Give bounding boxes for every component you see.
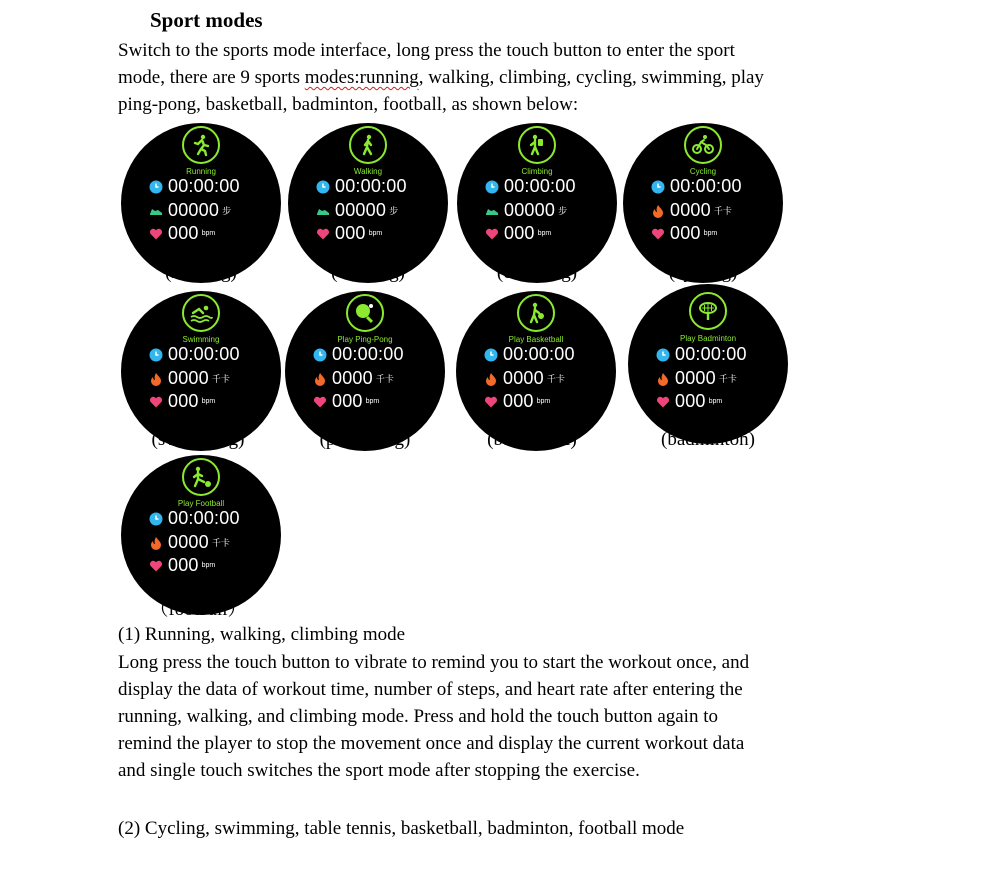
section1-line: display the data of workout time, number of steps, and heart rate after entering the [118,679,743,700]
mode-name: Running [186,167,216,176]
watch-caption: (climbing) [496,262,578,283]
section2-title: (2) Cycling, swimming, table tennis, basketball, badminton, football mode [118,818,685,839]
heart-rate-value: 000 [332,391,363,411]
time-row [316,176,407,197]
section1-title: (1) Running, walking, climbing mode [118,624,406,645]
heart-rate-unit: bpm [536,398,551,405]
mode-ring [182,126,220,164]
metric-value: 00000 [168,200,220,220]
time-value: 00:00:00 [168,344,240,364]
metric-row [313,368,394,389]
mode-ring [517,294,555,332]
basketball-icon [524,301,548,325]
heart-rate-unit: bpm [537,230,552,237]
heart-icon [485,227,499,241]
time-row [149,508,240,529]
metric-value: 0000 [168,368,209,388]
mode-ring [689,292,727,330]
time-row [656,344,747,365]
heart-rate-row [316,223,382,244]
mode-name: Play Basketball [508,335,564,344]
clock-icon [656,348,670,362]
mode-name: Play Football [177,499,225,508]
metric-row [149,532,230,553]
time-row [313,344,404,365]
mode-name: Climbing [521,167,553,176]
heart-rate-unit: bpm [703,230,718,237]
mode-ring [346,294,384,332]
heart-rate-unit: bpm [201,562,216,569]
running-icon [189,133,213,157]
heart-rate-value: 000 [168,391,199,411]
watch-caption: (swimming) [151,429,245,450]
clock-icon [313,348,327,362]
metric-row [149,200,231,221]
fire-icon [149,536,163,550]
mode-ring [518,126,556,164]
badminton-icon [696,299,720,323]
heart-rate-value: 000 [168,555,199,575]
metric-unit: 千卡 [546,374,565,384]
ping-pong-icon [353,301,377,325]
metric-unit: 千卡 [713,206,732,216]
watch-face [285,291,445,451]
metric-value: 0000 [168,532,209,552]
fire-icon [149,372,163,386]
intro-line: ping-pong, basketball, badminton, football, as shown below: [118,94,579,115]
time-value: 00:00:00 [675,344,747,364]
time-row [149,176,240,197]
metric-row [484,368,565,389]
watch-caption: (walking) [331,262,405,283]
shoe-icon [149,204,163,218]
heart-rate-row [149,391,215,412]
metric-value: 0000 [670,200,711,220]
watch-caption: (badminton) [661,429,755,450]
watch-face [121,455,281,615]
metric-unit: 千卡 [718,374,737,384]
watch-face [121,291,281,451]
intro-line: Switch to the sports mode interface, long press the touch button to enter the sport [118,40,735,61]
fire-icon [651,204,665,218]
clock-icon [485,180,499,194]
watch-face [628,284,788,444]
metric-row [651,200,732,221]
heart-rate-row [651,223,717,244]
metric-value: 0000 [332,368,373,388]
metric-row [485,200,567,221]
watch-caption: （football） [149,599,247,620]
heart-icon [656,395,670,409]
time-value: 00:00:00 [503,344,575,364]
time-value: 00:00:00 [168,508,240,528]
time-value: 00:00:00 [335,176,407,196]
metric-unit: 千卡 [375,374,394,384]
heart-icon [484,395,498,409]
metric-value: 00000 [504,200,556,220]
time-value: 00:00:00 [504,176,576,196]
clock-icon [149,180,163,194]
heart-icon [149,559,163,573]
mode-name: Walking [353,167,383,176]
time-value: 00:00:00 [332,344,404,364]
heart-rate-value: 000 [503,391,534,411]
section1-line: and single touch switches the sport mode after stopping the exercise. [118,760,640,781]
section1-line: running, walking, and climbing mode. Press and hold the touch button again to [118,706,718,727]
time-value: 00:00:00 [670,176,742,196]
mode-name: Cycling [689,167,717,176]
time-row [149,344,240,365]
watch-face [121,123,281,283]
shoe-icon [316,204,330,218]
section-heading: Sport modes [150,8,263,32]
shoe-icon [485,204,499,218]
metric-value: 0000 [675,368,716,388]
heart-rate-value: 000 [335,223,366,243]
heart-rate-row [656,391,722,412]
clock-icon [651,180,665,194]
heart-icon [149,227,163,241]
clock-icon [149,512,163,526]
heart-rate-unit: bpm [365,398,380,405]
fire-icon [656,372,670,386]
time-value: 00:00:00 [168,176,240,196]
metric-unit: 步 [558,206,568,216]
time-row [484,344,575,365]
heart-icon [651,227,665,241]
metric-row [149,368,230,389]
metric-unit: 步 [222,206,232,216]
metric-unit: 千卡 [211,374,230,384]
section1-line: remind the player to stop the movement once and display the current workout data [118,733,745,754]
football-icon [189,465,213,489]
metric-value: 0000 [503,368,544,388]
heart-icon [149,395,163,409]
intro-paragraph [118,37,938,118]
spellcheck-text: modes:running [304,67,419,88]
heart-icon [316,227,330,241]
heart-rate-value: 000 [168,223,199,243]
heart-rate-row [313,391,379,412]
metric-value: 00000 [335,200,387,220]
heart-rate-row [485,223,551,244]
watch-caption: (ping-pong) [319,429,411,450]
heart-rate-unit: bpm [201,230,216,237]
section1-paragraph [118,649,938,784]
heart-rate-value: 000 [504,223,535,243]
heart-rate-row [149,555,215,576]
watch-face [456,291,616,451]
watch-caption: (basketball) [487,429,577,450]
metric-unit: 千卡 [211,538,230,548]
clock-icon [316,180,330,194]
heart-rate-unit: bpm [201,398,216,405]
intro-line: mode, there are 9 sports [118,67,305,88]
heart-rate-row [484,391,550,412]
mode-ring [182,294,220,332]
heart-rate-value: 000 [670,223,701,243]
section1-line: Long press the touch button to vibrate to remind you to start the workout once, and [118,652,750,673]
fire-icon [313,372,327,386]
swimming-icon [189,301,213,325]
metric-row [316,200,398,221]
heart-rate-unit: bpm [708,398,723,405]
mode-ring [684,126,722,164]
intro-line: , walking, climbing, cycling, swimming, play [418,67,764,88]
mode-name: Play Badminton [679,334,737,343]
time-row [485,176,576,197]
mode-ring [182,458,220,496]
clock-icon [149,348,163,362]
heart-icon [313,395,327,409]
watch-caption: (cycling) [668,262,738,283]
cycling-icon [691,133,715,157]
fire-icon [484,372,498,386]
mode-ring [349,126,387,164]
time-row [651,176,742,197]
walking-icon [356,133,380,157]
clock-icon [484,348,498,362]
heart-rate-row [149,223,215,244]
watch-face [457,123,617,283]
watch-face [288,123,448,283]
heart-rate-unit: bpm [368,230,383,237]
mode-name: Swimming [182,335,220,344]
watch-caption: (running) [165,262,237,283]
metric-unit: 步 [389,206,399,216]
watch-face [623,123,783,283]
heart-rate-value: 000 [675,391,706,411]
metric-row [656,368,737,389]
climbing-icon [525,133,549,157]
mode-name: Play Ping-Pong [337,335,393,344]
